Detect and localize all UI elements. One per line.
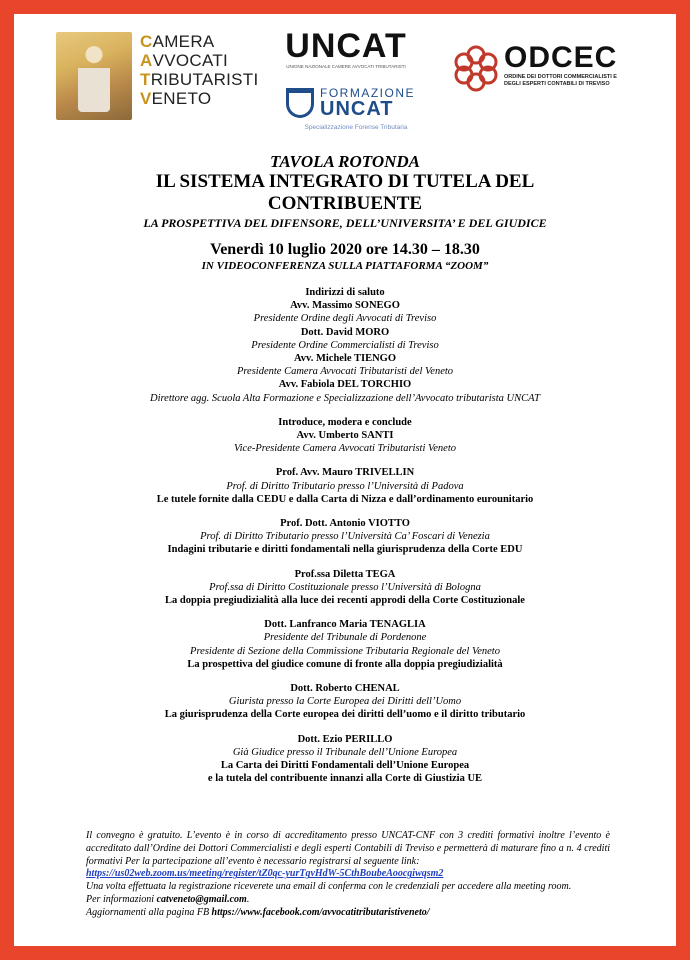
speaker-role: Presidente Ordine Commercialisti di Treviso (251, 339, 439, 351)
talk-topic: La doppia pregiudizialità alla luce dei recenti approdi della Corte Costituzionale (165, 595, 525, 607)
speaker-name: Avv. Fabiola DEL TORCHIO (278, 379, 412, 391)
speaker-role: Presidente di Sezione della Commissione Tributaria Regionale del Veneto (190, 645, 500, 657)
event-date: Venerdì 10 luglio 2020 ore 14.30 – 18.30 (210, 241, 480, 258)
camera-logo-fresco-image (56, 32, 132, 120)
shield-icon (286, 88, 314, 118)
speaker-role: Presidente Camera Avvocati Tributaristi del Veneto (236, 366, 454, 378)
talk-topic: e la tutela del contribuente innanzi alla Corte di Giustizia UE (207, 773, 483, 785)
logo-header (14, 14, 676, 152)
odcec-flower-icon (452, 44, 500, 92)
speaker-name: Avv. Michele TIENGO (294, 353, 396, 365)
speaker-role: Prof. di Diritto Tributario presso l’Università Ca’ Foscari di Venezia (200, 531, 490, 543)
speaker-name: Avv. Massimo SONEGO (290, 300, 400, 312)
registration-info (86, 830, 610, 920)
event-title-line1: IL SISTEMA INTEGRATO DI TUTELA DEL (155, 171, 535, 192)
flyer-sheet (14, 14, 676, 946)
speaker-name: Dott. Ezio PERILLO (297, 733, 393, 745)
registration-text: Il convegno è gratuito. L’evento è in corso di accreditamento presso UNCAT-CNF con 3 crediti formativi inoltre l’evento è accreditato dall’Ordine dei Dottori Commercialisti e degli esperti Contabili di Treviso e permetterà di maturare fino a n. 4 crediti formativi Per la partecipazione all’evento è necessario registrarsi al seguente link: (86, 830, 610, 867)
contact-email[interactable]: catveneto@gmail.com (156, 893, 247, 905)
event-kicker: TAVOLA ROTONDA (269, 152, 421, 171)
speaker-role: Giurista presso la Corte Europea dei Diritti dell’Uomo (228, 696, 462, 708)
speaker-name: Dott. Lanfranco Maria TENAGLIA (264, 619, 426, 631)
speaker-name: Prof.ssa Diletta TEGA (294, 568, 396, 580)
odcec-logo: ODCEC ORDINE DEI DOTTORI COMMERCIALISTI E DEGLI ESPERTI CONTABILI DI TREVISO (504, 41, 618, 87)
talk-topic: La Carta dei Diritti Fondamentali dell’Unione Europea (220, 760, 470, 772)
event-venue: IN VIDEOCONFERENZA SULLA PIATTAFORMA “ZOOM” (201, 260, 489, 272)
speaker-role: Prof. di Diritto Tributario presso l’Università di Padova (226, 480, 464, 492)
event-subtitle: LA PROSPETTIVA DEL DIFENSORE, DELL’UNIVERSITA’ E DEL GIUDICE (143, 216, 547, 230)
formazione-uncat-logo: FORMAZIONE UNCAT Specializzazione Forense Tributaria (286, 84, 426, 134)
confirmation-text: Una volta effettuata la registrazione riceverete una email di conferma con le credenziali per accedere alla meeting room. (86, 881, 572, 893)
programme (14, 286, 676, 786)
speaker-role: Presidente del Tribunale di Pordenone (263, 632, 427, 644)
talk-topic: La prospettiva del giudice comune di fronte alla doppia pregiudizialità (187, 658, 503, 670)
camera-avvocati-logo: CAMERA AVVOCATI TRIBUTARISTI VENETO (140, 32, 259, 108)
talk-topic: Indagini tributarie e diritti fondamentali nella giurisprudenza della Corte EDU (167, 544, 523, 556)
moderator-heading: Introduce, modera e conclude (278, 416, 412, 428)
speaker-name: Prof. Dott. Antonio VIOTTO (280, 518, 410, 530)
event-title-block (14, 152, 676, 273)
uncat-logo: UNCAT UNIONE NAZIONALE CAMERE AVVOCATI TRIBUTARISTI (285, 27, 407, 69)
moderator-name: Avv. Umberto SANTI (296, 430, 394, 442)
moderator-role: Vice-Presidente Camera Avvocati Tributaristi Veneto (233, 443, 457, 455)
speaker-role: Prof.ssa di Diritto Costituzionale presso l’Università di Bologna (209, 581, 481, 593)
speaker-role: Già Giudice presso il Tribunale dell’Unione Europea (232, 746, 458, 758)
contact-line: Per informazioni catveneto@gmail.com. (86, 893, 250, 905)
talk-topic: La giurisprudenza della Corte europea dei diritti dell’uomo e il diritto tributario (164, 709, 526, 721)
speaker-name: Prof. Avv. Mauro TRIVELLIN (275, 467, 415, 479)
speaker-name: Dott. Roberto CHENAL (290, 683, 400, 695)
speaker-name: Dott. David MORO (300, 326, 390, 338)
speaker-role: Presidente Ordine degli Avvocati di Treviso (253, 313, 437, 325)
zoom-registration-link[interactable]: https://us02web.zoom.us/meeting/register/tZ0qc-yurTgvHdW-5CthBoubeAoocgiwqsm2 (86, 868, 444, 880)
speaker-role: Direttore agg. Scuola Alta Formazione e Specializzazione dell’Avvocato tributarista UNCAT (149, 392, 541, 404)
facebook-link[interactable]: https://www.facebook.com/avvocatitributaristiveneto/ (211, 906, 430, 918)
greetings-heading: Indirizzi di saluto (305, 287, 385, 298)
event-title-line2: CONTRIBUENTE (267, 193, 423, 214)
talk-topic: Le tutele fornite dalla CEDU e dalla Carta di Nizza e dall’ordinamento eurounitario (156, 493, 534, 505)
facebook-line: Aggiornamenti alla pagina FB https://www.facebook.com/avvocatitributaristiveneto/ (86, 906, 430, 918)
